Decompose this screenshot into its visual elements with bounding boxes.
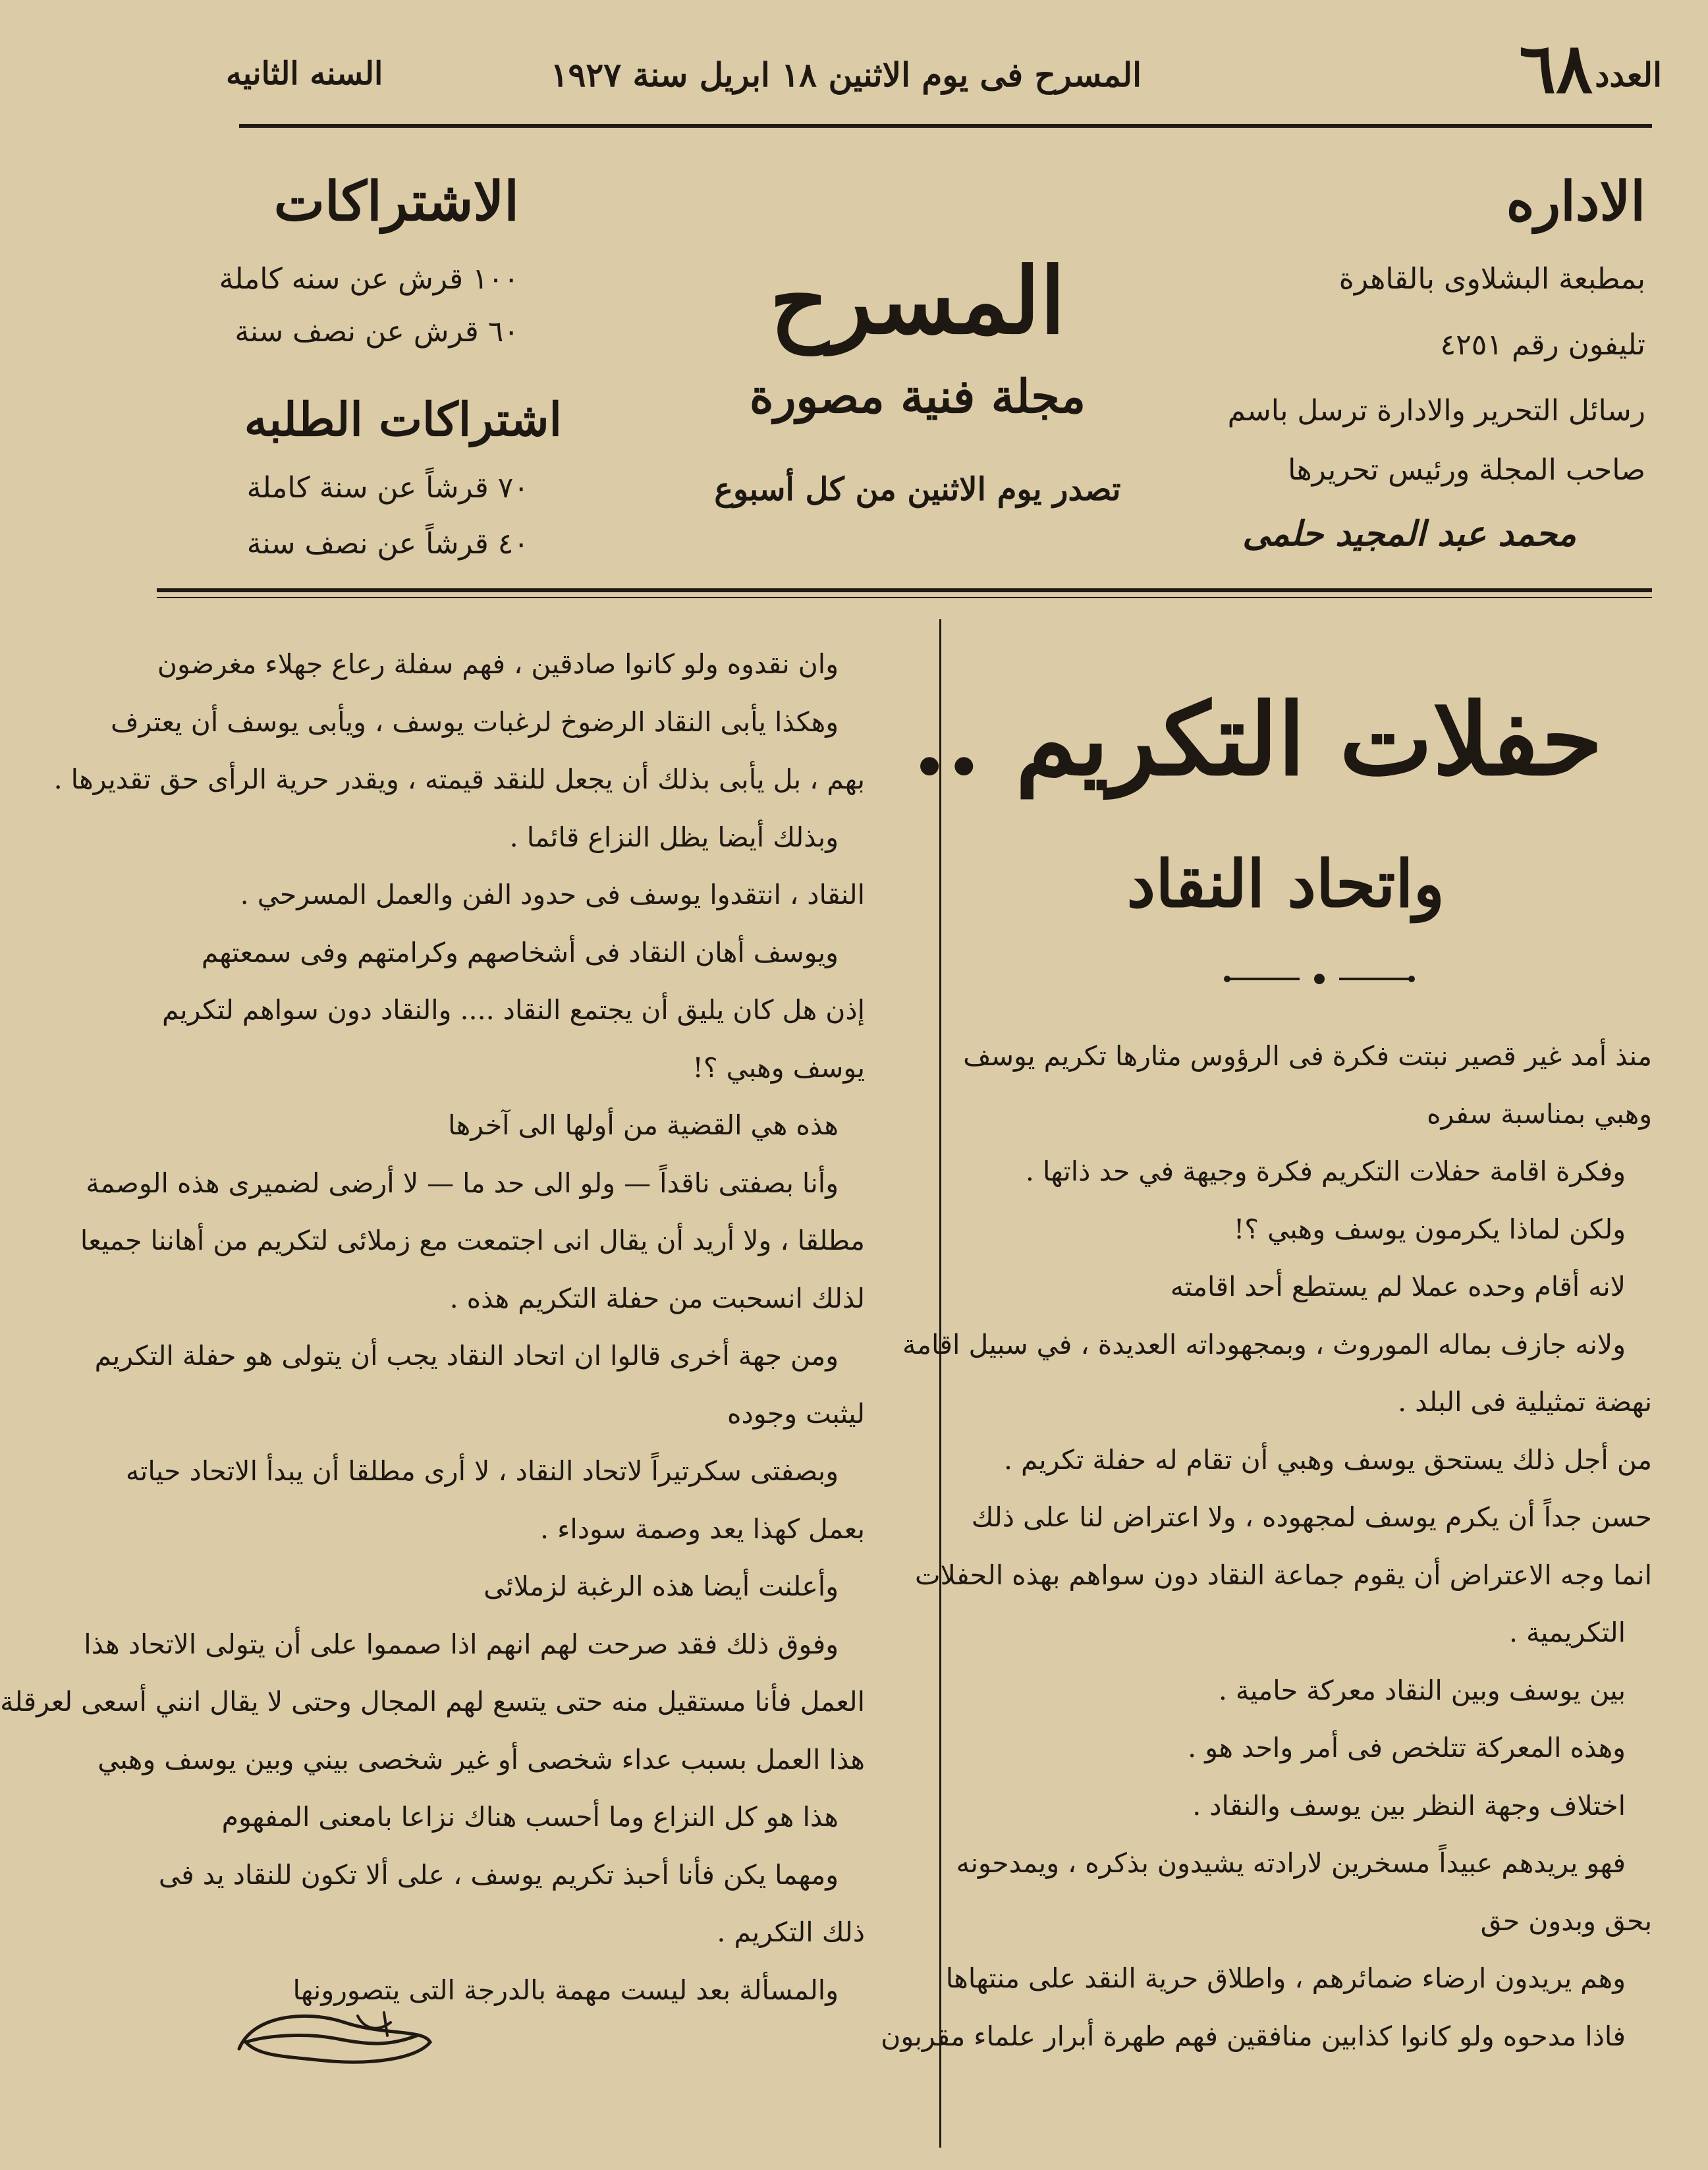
paragraph-line: العمل فأنا مستقيل منه حتى يتسع لهم المجال وحتى لا يقال انني أسعى لعرقلة — [0, 1686, 865, 1717]
paragraph-line: وهبي بمناسبة سفره — [1427, 1098, 1652, 1130]
signature-flourish-icon — [226, 2003, 443, 2075]
paragraph-line: هذا هو كل النزاع وما أحسب هناك نزاعا بامعنى المفهوم — [221, 1801, 839, 1833]
dateline: المسرح فى يوم الاثنين ١٨ ابريل سنة ١٩٢٧ — [550, 55, 1142, 94]
paragraph-line: منذ أمد غير قصير نبتت فكرة فى الرؤوس مثارها تكريم يوسف — [963, 1040, 1652, 1072]
paragraph-line: وأعلنت أيضا هذه الرغبة لزملائى — [483, 1571, 839, 1602]
paragraph-line: من أجل ذلك يستحق يوسف وهبي أن تقام له حفلة تكريم . — [1003, 1443, 1652, 1476]
paragraph-line: بين يوسف وبين النقاد معركة حامية . — [1218, 1674, 1626, 1706]
paragraph-line: هذا العمل بسبب عداء شخصى أو غير شخصى بيني وبين يوسف وهبي — [97, 1743, 865, 1775]
paragraph-line: نهضة تمثيلية فى البلد . — [1398, 1386, 1652, 1418]
admin-line: بمطبعة البشلاوى بالقاهرة — [1338, 262, 1645, 296]
header-rule-thick — [157, 588, 1652, 592]
paragraph-line: ليثبت وجوده — [727, 1397, 865, 1430]
issue-label: العدد — [1595, 55, 1662, 94]
paragraph-line: ولكن لماذا يكرمون يوسف وهبي ؟! — [1233, 1213, 1626, 1245]
subscription-line: ١٠٠ قرش عن سنه كاملة — [219, 262, 519, 296]
paragraph-line: هذه هي القضية من أولها الى آخرها — [448, 1109, 839, 1141]
year-label: السنه الثانيه — [226, 55, 383, 92]
paragraph-line: التكريمية . — [1508, 1617, 1626, 1648]
paragraph-line: ومن جهة أخرى قالوا ان اتحاد النقاد يجب أن يتولى هو حفلة التكريم — [94, 1340, 839, 1372]
ornament-divider — [1221, 962, 1418, 1000]
paragraph-line: بهم ، بل يأبى بذلك أن يجعل للنقد قيمته ، ويقدر حرية الرأى حق تقديرها . — [53, 764, 865, 795]
paragraph-line: وأنا بصفتى ناقداً — ولو الى حد ما — لا أرضى لضميرى هذه الوصمة — [86, 1167, 839, 1199]
masthead-subtitle: مجلة فنية مصورة — [749, 369, 1086, 424]
issue-number: ٦٨ — [1519, 28, 1593, 109]
subscriptions-title: الاشتراكات — [273, 170, 519, 233]
paragraph-line: وان نقدوه ولو كانوا صادقين ، فهم سفلة رعاع جهلاء مغرضون — [157, 648, 839, 680]
students-subscription-line: ٤٠ قرشاً عن نصف سنة — [246, 527, 529, 561]
paragraph-line: بعمل كهذا يعد وصمة سوداء . — [540, 1513, 865, 1545]
editor-name: محمد عبد المجيد حلمى — [1242, 514, 1576, 554]
paragraph-line: وبصفتى سكرتيراً لاتحاد النقاد ، لا أرى مطلقا أن يبدأ الاتحاد حياته — [125, 1455, 839, 1487]
ornament-icon — [1221, 966, 1418, 992]
students-subscriptions-title: اشتراكات الطلبه — [244, 392, 562, 447]
paragraph-line: يوسف وهبي ؟! — [692, 1051, 865, 1084]
paragraph-line: اختلاف وجهة النظر بين يوسف والنقاد . — [1192, 1789, 1626, 1822]
paragraph-line: إذن هل كان يليق أن يجتمع النقاد .... والنقاد دون سواهم لتكريم — [162, 994, 865, 1026]
admin-line: صاحب المجلة ورئيس تحريرها — [1288, 453, 1645, 487]
masthead-issue-note: تصدر يوم الاثنين من كل أسبوع — [714, 471, 1121, 508]
paragraph-line: بحق وبدون حق — [1480, 1905, 1652, 1937]
left-column — [0, 636, 865, 2019]
paragraph-line: فاذا مدحوه ولو كانوا كذابين منافقين فهم طهرة أبرار علماء مقربون — [881, 2020, 1626, 2052]
paragraph-line: لانه أقام وحده عملا لم يستطع أحد اقامته — [1170, 1271, 1626, 1302]
article-title: حفلات التكريم .. — [912, 682, 1603, 798]
paragraph-line: وفكرة اقامة حفلات التكريم فكرة وجيهة في حد ذاتها . — [1025, 1155, 1626, 1187]
subscription-line: ٦٠ قرش عن نصف سنة — [234, 315, 519, 348]
header-rule-thin — [157, 597, 1652, 598]
top-rule — [239, 124, 1652, 128]
paragraph-line: انما وجه الاعتراض أن يقوم جماعة النقاد دون سواهم بهذه الحفلات — [914, 1559, 1652, 1591]
paragraph-line: ذلك التكريم . — [717, 1916, 865, 1948]
admin-line: تليفون رقم ٤٢٥١ — [1440, 328, 1645, 362]
author-signature — [226, 2003, 443, 2075]
paragraph-line: لذلك انسحبت من حفلة التكريم هذه . — [449, 1282, 865, 1314]
paragraph-line: والمسألة بعد ليست مهمة بالدرجة التى يتصورونها — [292, 1974, 839, 2006]
admin-title: الاداره — [1506, 170, 1645, 233]
admin-line: رسائل التحرير والادارة ترسل باسم — [1227, 394, 1645, 428]
paragraph-line: مطلقا ، ولا أريد أن يقال انى اجتمعت مع زملائى لتكريم من أهاننا جميعا — [80, 1225, 865, 1256]
paragraph-line: فهو يريدهم عبيداً مسخرين لارادته يشيدون بذكره ، ويمدحونه — [956, 1847, 1626, 1879]
paragraph-line: النقاد ، انتقدوا يوسف فى حدود الفن والعمل المسرحي . — [240, 879, 865, 910]
paragraph-line: حسن جداً أن يكرم يوسف لمجهوده ، ولا اعتراض لنا على ذلك — [971, 1501, 1652, 1533]
paragraph-line: وبذلك أيضا يظل النزاع قائما . — [509, 821, 839, 853]
paragraph-line: وفوق ذلك فقد صرحت لهم انهم اذا صمموا على أن يتولى الاتحاد هذا — [84, 1628, 839, 1660]
students-subscription-line: ٧٠ قرشاً عن سنة كاملة — [246, 471, 529, 505]
paragraph-line: وهذه المعركة تتلخص فى أمر واحد هو . — [1188, 1732, 1626, 1764]
paragraph-line: ويوسف أهان النقاد فى أشخاصهم وكرامتهم وفى سمعتهم — [201, 936, 839, 968]
paragraph-line: ومهما يكن فأنا أحبذ تكريم يوسف ، على ألا تكون للنقاد يد فى — [158, 1858, 839, 1891]
paragraph-line: ولانه جازف بماله الموروث ، وبمجهوداته العديدة ، في سبيل اقامة — [902, 1328, 1626, 1360]
right-column — [881, 1028, 1652, 2065]
masthead-title: المسرح — [769, 247, 1066, 354]
article-subtitle: واتحاد النقاد — [1126, 847, 1445, 922]
paragraph-line: وهم يريدون ارضاء ضمائرهم ، واطلاق حرية النقد على منتهاها — [945, 1962, 1626, 1994]
paragraph-line: وهكذا يأبى النقاد الرضوخ لرغبات يوسف ، ويأبى يوسف أن يعترف — [111, 706, 839, 738]
